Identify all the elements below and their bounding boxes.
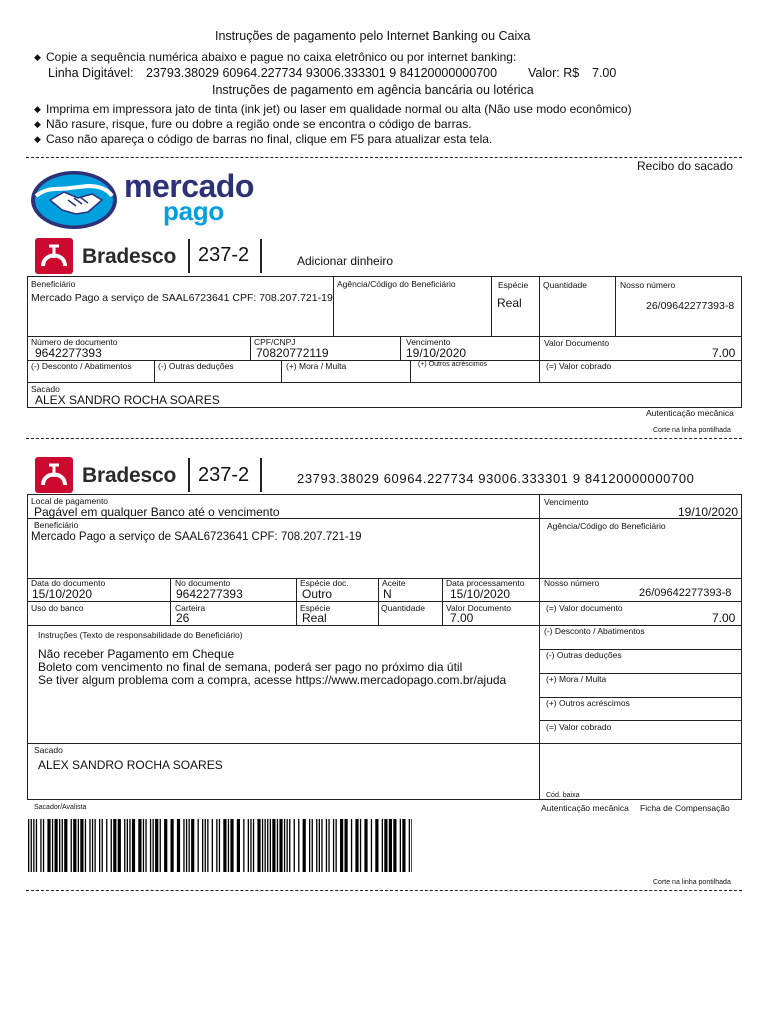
local-pagamento-value: Pagável em qualquer Banco até o vencimento	[34, 505, 280, 519]
carteira-label: Carteira	[175, 603, 206, 613]
vencimento-label: Vencimento	[544, 497, 589, 507]
mercado-wordmark: mercado	[124, 168, 254, 204]
beneficiario-label: Beneficiário	[31, 279, 76, 289]
barcode	[28, 819, 412, 872]
sacado-value: ALEX SANDRO ROCHA SOARES	[35, 393, 220, 407]
bradesco-logo-icon	[35, 457, 73, 493]
outras-deducoes-label: (-) Outras deduções	[158, 361, 234, 371]
uso-banco-label: Uso do banco	[31, 603, 84, 613]
nosso-numero-label: Nosso número	[620, 280, 676, 290]
cpf-label: CPF/CNPJ	[254, 337, 296, 347]
instruction-copy: Copie a sequência numérica abaixo e pague no caixa eletrônico ou por internet banking:	[46, 50, 517, 64]
beneficiario-label: Beneficiário	[34, 520, 79, 530]
sacado-label: Sacado	[34, 745, 63, 755]
nosso-numero-value: 26/09642277393-8	[646, 300, 735, 312]
instrucao-line: Não receber Pagamento em Cheque	[38, 647, 235, 661]
beneficiario-value: Mercado Pago a serviço de SAAL6723641 CPF: 708.207.721-19	[31, 292, 333, 304]
bullet-icon: ◆	[34, 119, 41, 129]
bullet-icon: ◆	[34, 104, 41, 114]
especie-doc-label: Espécie doc.	[300, 578, 349, 588]
sacado-label: Sacado	[31, 384, 60, 394]
no-documento-label: No documento	[175, 578, 231, 588]
corte-label: Corte na linha pontilhada	[653, 879, 731, 886]
numero-documento-value: 9642277393	[35, 346, 102, 360]
valor-value: 7.00	[592, 66, 617, 80]
nosso-numero-label: Nosso número	[544, 578, 600, 588]
linha-digitavel-value: 23793.38029 60964.227734 93006.333301 9 84120000000700	[146, 66, 498, 80]
autenticacao-label: Autenticação mecânica	[541, 803, 629, 813]
cut-line	[26, 890, 742, 891]
outros-acrescimos-label: (+) Outros acréscimos	[546, 698, 630, 708]
divider	[188, 239, 190, 273]
outras-deducoes-label: (-) Outras deduções	[546, 650, 622, 660]
mercadopago-handshake-icon	[30, 170, 118, 230]
carteira-value: 26	[176, 611, 190, 625]
beneficiario-value: Mercado Pago a serviço de SAAL6723641 CPF: 708.207.721-19	[31, 531, 362, 543]
quantidade-label: Quantidade	[381, 603, 425, 613]
bradesco-wordmark: Bradesco	[82, 245, 177, 268]
data-processamento-value: 15/10/2020	[450, 587, 511, 601]
local-pagamento-label: Local de pagamento	[31, 496, 109, 506]
especie-label: Espécie	[300, 603, 331, 613]
bradesco-logo-icon	[35, 238, 73, 274]
outros-acrescimos-label: (+) Outros acréscimos	[418, 361, 488, 368]
aceite-value: N	[383, 587, 392, 601]
instrucoes-label: Instruções (Texto de responsabilidade do Beneficiário)	[38, 630, 243, 640]
slip-linha-digitavel: 23793.38029 60964.227734 93006.333301 9 84120000000700	[297, 471, 695, 486]
bank-code: 237-2	[198, 464, 250, 486]
cut-line	[26, 438, 742, 439]
bradesco-wordmark: Bradesco	[82, 464, 177, 487]
quantidade-label: Quantidade	[543, 280, 587, 290]
especie-value: Real	[497, 296, 522, 310]
ficha-compensacao-label: Ficha de Compensação	[640, 803, 730, 813]
nosso-numero-value: 26/09642277393-8	[639, 587, 732, 599]
autenticacao-label: Autenticação mecânica	[646, 408, 734, 418]
no-documento-value: 9642277393	[176, 587, 243, 601]
data-processamento-label: Data processamento	[446, 578, 525, 588]
instruction-item: Caso não apareça o código de barras no final, clique em F5 para atualizar esta tela.	[46, 132, 493, 146]
pago-wordmark: pago	[163, 196, 224, 226]
mora-multa-label: (+) Mora / Multa	[286, 361, 347, 371]
divider	[260, 458, 262, 492]
data-documento-value: 15/10/2020	[32, 587, 93, 601]
mora-multa-label: (+) Mora / Multa	[546, 674, 607, 684]
sacado-value: ALEX SANDRO ROCHA SOARES	[38, 758, 223, 772]
cod-baixa-label: Cód. baixa	[546, 792, 580, 799]
valor-documento-value: 7.00	[712, 346, 736, 360]
bullet-icon: ◆	[34, 52, 41, 62]
bank-code: 237-2	[198, 244, 250, 266]
eq-valor-documento-value: 7.00	[712, 611, 736, 625]
sacador-avalista-label: Sacador/Avalista	[34, 804, 87, 811]
instruction-item: Não rasure, risque, fure ou dobre a região onde se encontra o código de barras.	[46, 117, 472, 131]
recibo-sacado-label: Recibo do sacado	[637, 159, 734, 173]
vencimento-value: 19/10/2020	[406, 346, 467, 360]
especie-doc-value: Outro	[302, 587, 333, 601]
especie-label: Espécie	[498, 280, 529, 290]
cpf-value: 70820772119	[256, 346, 329, 360]
bullet-icon: ◆	[34, 134, 41, 144]
instructions-title-agencia: Instruções de pagamento em agência bancária ou lotérica	[212, 83, 534, 97]
instruction-item: Imprima em impressora jato de tinta (ink jet) ou laser em qualidade normal ou alta (Não use modo econômico)	[46, 102, 632, 116]
adicionar-dinheiro: Adicionar dinheiro	[297, 254, 394, 268]
agencia-label: Agência/Código do Beneficiário	[337, 279, 456, 289]
valor-documento-label: Valor Documento	[446, 603, 512, 613]
instructions-title-internet: Instruções de pagamento pelo Internet Banking ou Caixa	[215, 29, 531, 43]
especie-value: Real	[302, 611, 327, 625]
valor-documento-label: Valor Documento	[544, 338, 610, 348]
vencimento-label: Vencimento	[406, 337, 451, 347]
instrucao-line: Se tiver algum problema com a compra, acesse https://www.mercadopago.com.br/ajuda	[38, 673, 507, 687]
divider	[260, 239, 262, 273]
agencia-label: Agência/Código do Beneficiário	[547, 521, 666, 531]
instrucao-line: Boleto com vencimento no final de semana, poderá ser pago no próximo dia útil	[38, 660, 463, 674]
aceite-label: Aceite	[382, 578, 406, 588]
valor-label: Valor: R$	[528, 66, 580, 80]
valor-cobrado-label: (=) Valor cobrado	[546, 722, 612, 732]
eq-valor-documento-label: (=) Valor documento	[546, 603, 623, 613]
cut-line	[26, 157, 742, 158]
numero-documento-label: Número de documento	[31, 337, 118, 347]
valor-documento-value: 7.00	[450, 611, 474, 625]
linha-digitavel-label: Linha Digitável:	[48, 66, 134, 80]
valor-cobrado-label: (=) Valor cobrado	[546, 361, 612, 371]
vencimento-value: 19/10/2020	[678, 505, 739, 519]
divider	[188, 458, 190, 492]
data-documento-label: Data do documento	[31, 578, 106, 588]
corte-label: Corte na linha pontilhada	[653, 427, 731, 434]
desconto-label: (-) Desconto / Abatimentos	[31, 361, 132, 371]
desconto-label: (-) Desconto / Abatimentos	[544, 626, 645, 636]
